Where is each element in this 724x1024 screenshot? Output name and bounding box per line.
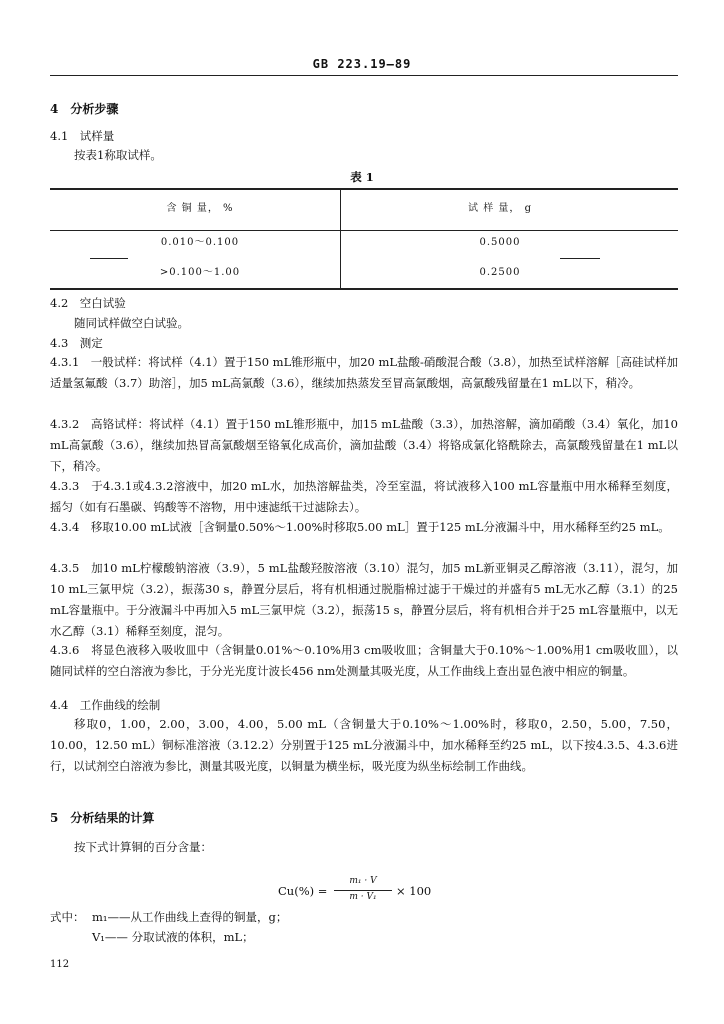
where-item-m1: m₁——从工作曲线上查得的铜量，g；	[92, 910, 288, 924]
paragraph-4-3-1: 4.3.1 一般试样：将试样（4.1）置于150 mL锥形瓶中，加20 mL盐酸-硝酸混合酸（3.8），加热至试样溶解［高硅试样加适量氢氟酸（3.7）助溶］，加5 mL高氯酸（3.6），继续加热蒸发至冒高氯酸烟，高氯酸残留量在1 mL以下，稍冷。	[50, 355, 678, 390]
formula-denominator: m · V₁	[349, 892, 377, 902]
fraction-bar	[334, 890, 392, 891]
paragraph-4-3-2: 4.3.2 高铬试样：将试样（4.1）置于150 mL锥形瓶中，加15 mL盐酸（3.3），加热溶解，滴加硝酸（3.4）氧化，加10 mL高氯酸（3.6），继续加热冒高氯酸烟至铬氧化成高价，滴加盐酸（3.4）将铬成氯化铬酰除去，高氯酸残留量在1 mL以下，稍冷。	[50, 417, 678, 473]
where-label: 式中：	[50, 910, 85, 924]
paragraph-4-4: 移取0，1.00，2.00，3.00，4.00，5.00 mL（含铜量大于0.10%～1.00%时，移取0，2.50，5.00，7.50，10.00，12.50 mL）铜标准溶液（3.12.2）分别置于125 mL分液漏斗中，加水稀释至约25 mL，以下按4.3.5、4.3.6进行，以试剂空白溶液为参比，测量其吸光度，以铜量为横坐标，吸光度为纵坐标绘制工作曲线。	[50, 717, 678, 773]
table-cell: 0.2500	[479, 267, 521, 278]
header-rule	[50, 75, 678, 76]
standard-number: GB 223.19—89	[312, 57, 412, 71]
section-4-1-text: 按表1称取试样。	[74, 148, 162, 162]
paragraph-4-3-5: 4.3.5 加10 mL柠檬酸钠溶液（3.9），5 mL盐酸羟胺溶液（3.10）混匀，加5 mL新亚铜灵乙醇溶液（3.11），混匀，加10 mL三氯甲烷（3.2），振荡30 s，静置分层后，将有机相通过脱脂棉过滤于干燥过的并盛有5 mL无水乙醇（3.1）的25 mL容量瓶中。于分液漏斗中再加入5 mL三氯甲烷（3.2），振荡15 s，静置分层后，将有机相合并于25 mL容量瓶中，以无水乙醇（3.1）稀释至刻度，混匀。	[50, 561, 678, 638]
paragraph-4-3-3: 4.3.3 于4.3.1或4.3.2溶液中，加20 mL水，加热溶解盐类，冷至室温，将试液移入100 mL容量瓶中用水稀释至刻度，摇匀（如有石墨碳、钨酸等不溶物，用中速滤纸干过滤除去）。	[50, 479, 678, 514]
paragraph-4-3-6: 4.3.6 将显色液移入吸收皿中（含铜量0.01%～0.10%用3 cm吸收皿；含铜量大于0.10%～1.00%用1 cm吸收皿），以随同试样的空白溶液为参比，于分光光度计波长456 nm处测量其吸光度，从工作曲线上查出显色液中相应的铜量。	[50, 643, 678, 678]
table-header-rule	[50, 230, 678, 231]
table-top-rule	[50, 188, 678, 190]
table-cell: 0.5000	[479, 237, 521, 248]
section-4-2-text: 随同试样做空白试验。	[74, 316, 189, 330]
table-cell: 0.010～0.100	[160, 237, 240, 248]
section-5-title: 5 分析结果的计算	[50, 811, 155, 825]
formula-lhs: Cu(%) =	[278, 884, 328, 898]
table-header-copper: 含 铜 量， %	[166, 203, 234, 214]
section-4-3-title: 4.3 测定	[50, 336, 103, 350]
section-5-text: 按下式计算铜的百分含量：	[74, 840, 212, 854]
section-4-1-title: 4.1 试样量	[50, 129, 115, 143]
formula-numerator: m₁ · V	[349, 876, 377, 886]
section-4-2-title: 4.2 空白试验	[50, 296, 126, 310]
table-header-sample: 试 样 量， g	[468, 203, 532, 214]
table-row-rule-left	[90, 258, 128, 259]
paragraph-4-3-4: 4.3.4 移取10.00 mL试液［含铜量0.50%～1.00%时移取5.00 mL］置于125 mL分液漏斗中，用水稀释至约25 mL。	[50, 520, 670, 534]
page-number: 112	[50, 959, 70, 970]
table-bottom-rule	[50, 288, 678, 290]
section-4-4-title: 4.4 工作曲线的绘制	[50, 698, 161, 712]
section-4-title: 4 分析步骤	[50, 102, 119, 116]
table-caption: 表 1	[350, 170, 374, 184]
copper-formula	[278, 877, 478, 907]
where-item-v1: V₁—— 分取试液的体积，mL；	[92, 930, 254, 944]
table-cell: >0.100～1.00	[159, 267, 241, 278]
table-row-rule-right	[560, 258, 600, 259]
formula-rhs: × 100	[396, 884, 432, 898]
table-column-divider	[340, 189, 341, 289]
